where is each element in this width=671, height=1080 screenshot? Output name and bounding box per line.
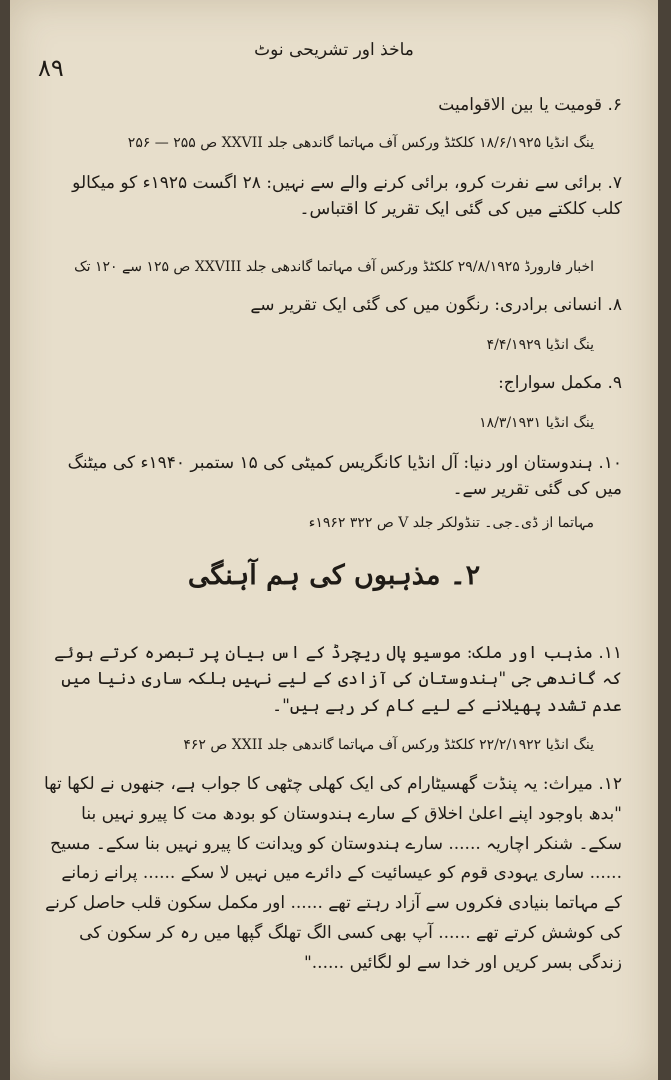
page-number: ٨٩ <box>38 54 64 82</box>
note-item-12 <box>42 770 622 978</box>
note-item-9 <box>42 370 622 396</box>
note-text: مکمل سواراج: <box>498 373 603 393</box>
note-source-11: ینگ انڈیا ۲۲/۲/۱۹۲۲ کلکٹڈ ورکس آف مہاتما گاندھی جلد XXII ص ۴۶۲ <box>183 737 594 753</box>
note-number: ۱۲. <box>598 774 622 794</box>
note-number: ۸. <box>607 295 622 315</box>
note-text: قومیت یا بین الاقوامیت <box>438 95 603 115</box>
note-source-9: ینگ انڈیا ۱۸/۳/۱۹۳۱ <box>479 415 594 431</box>
note-source-8: ینگ انڈیا ۴/۴/۱۹۲۹ <box>486 337 594 353</box>
note-number: ۶. <box>607 95 622 115</box>
section-heading: ۲۔ مذہبوں کی ہم آہنگی <box>187 560 481 591</box>
note-item-6 <box>42 92 622 118</box>
note-text: میراث: یہ پنڈت گھسیٹارام کی ایک کھلی چٹھی کا جواب ہے، جنھوں نے لکھا تھا "بدھ باوجود اپنے اعلیٰ اخلاق کے سارے ہندوستان کو بودھ مت کا پیرو نہیں بنا سکے۔ شنکر اچاریہ ...... سارے ہندوستان کو ویدانت کا پیرو نہیں بنا سکے۔ مسیح ...... ساری یہودی قوم کو عیسائیت کے دائرے میں نہیں لا سکے ...... پرانے زمانے کے مہاتما بنیادی فکروں سے آزاد رہتے تھے ...... اور مکمل سکون قلب حاصل کرنے کی کوشش کرتے تھے ...... آپ بھی کسی الگ تھلگ گپھا میں رہ کر سکون کی زندگی بسر کریں اور خدا سے لو لگائیں ......" <box>43 774 622 973</box>
note-number: ۱۱. <box>598 643 622 663</box>
book-page <box>10 0 658 1080</box>
note-text: ہندوستان اور دنیا: آل انڈیا کانگریس کمیٹی کی ۱۵ ستمبر ۱۹۴۰ء کی میٹنگ میں کی گئی تقریر سے۔ <box>67 453 622 500</box>
note-number: ۱۰. <box>598 453 622 473</box>
note-number: ۷. <box>607 173 622 193</box>
note-source-7: اخبار فارورڈ ۲۹/۸/۱۹۲۵ کلکٹڈ ورکس آف مہاتما گاندھی جلد XXVIII ص ۱۲۵ سے ۱۲۰ تک <box>74 259 594 275</box>
note-item-8 <box>42 292 622 318</box>
running-header: ماخذ اور تشریحی نوٹ <box>254 40 414 60</box>
note-item-7 <box>42 170 622 223</box>
note-number: ۹. <box>607 373 622 393</box>
note-item-11 <box>42 640 622 719</box>
note-text: انسانی برادری: رنگون میں کی گئی ایک تقریر سے <box>250 295 603 315</box>
note-text: برائی سے نفرت کرو، برائی کرنے والے سے نہیں: ۲۸ اگست ۱۹۲۵ء کو میکالو کلب کلکتے میں کی گئی ایک تقریر کا اقتباس۔ <box>72 173 622 220</box>
note-source-6: ینگ انڈیا ۱۸/۶/۱۹۲۵ کلکٹڈ ورکس آف مہاتما گاندھی جلد XXVII ص ۲۵۵ — ۲۵۶ <box>127 135 594 151</box>
note-item-10 <box>42 450 622 503</box>
note-source-10: مہاتما از ڈی۔جی۔ تنڈولکر جلد V ص ۳۲۲ ۱۹۶۲ء <box>308 515 594 531</box>
note-text: مذہب اور ملک: موسیو پال ریچرڈ کے اس بیان پر تبصرہ کرتے ہوئے کہ گاندھی جی "ہندوستان کی آزادی کے لیے نہیں بلکہ ساری دنیا میں عدم تشدد پھیلانے کے لیے کام کر رہے ہیں"۔ <box>54 643 622 716</box>
